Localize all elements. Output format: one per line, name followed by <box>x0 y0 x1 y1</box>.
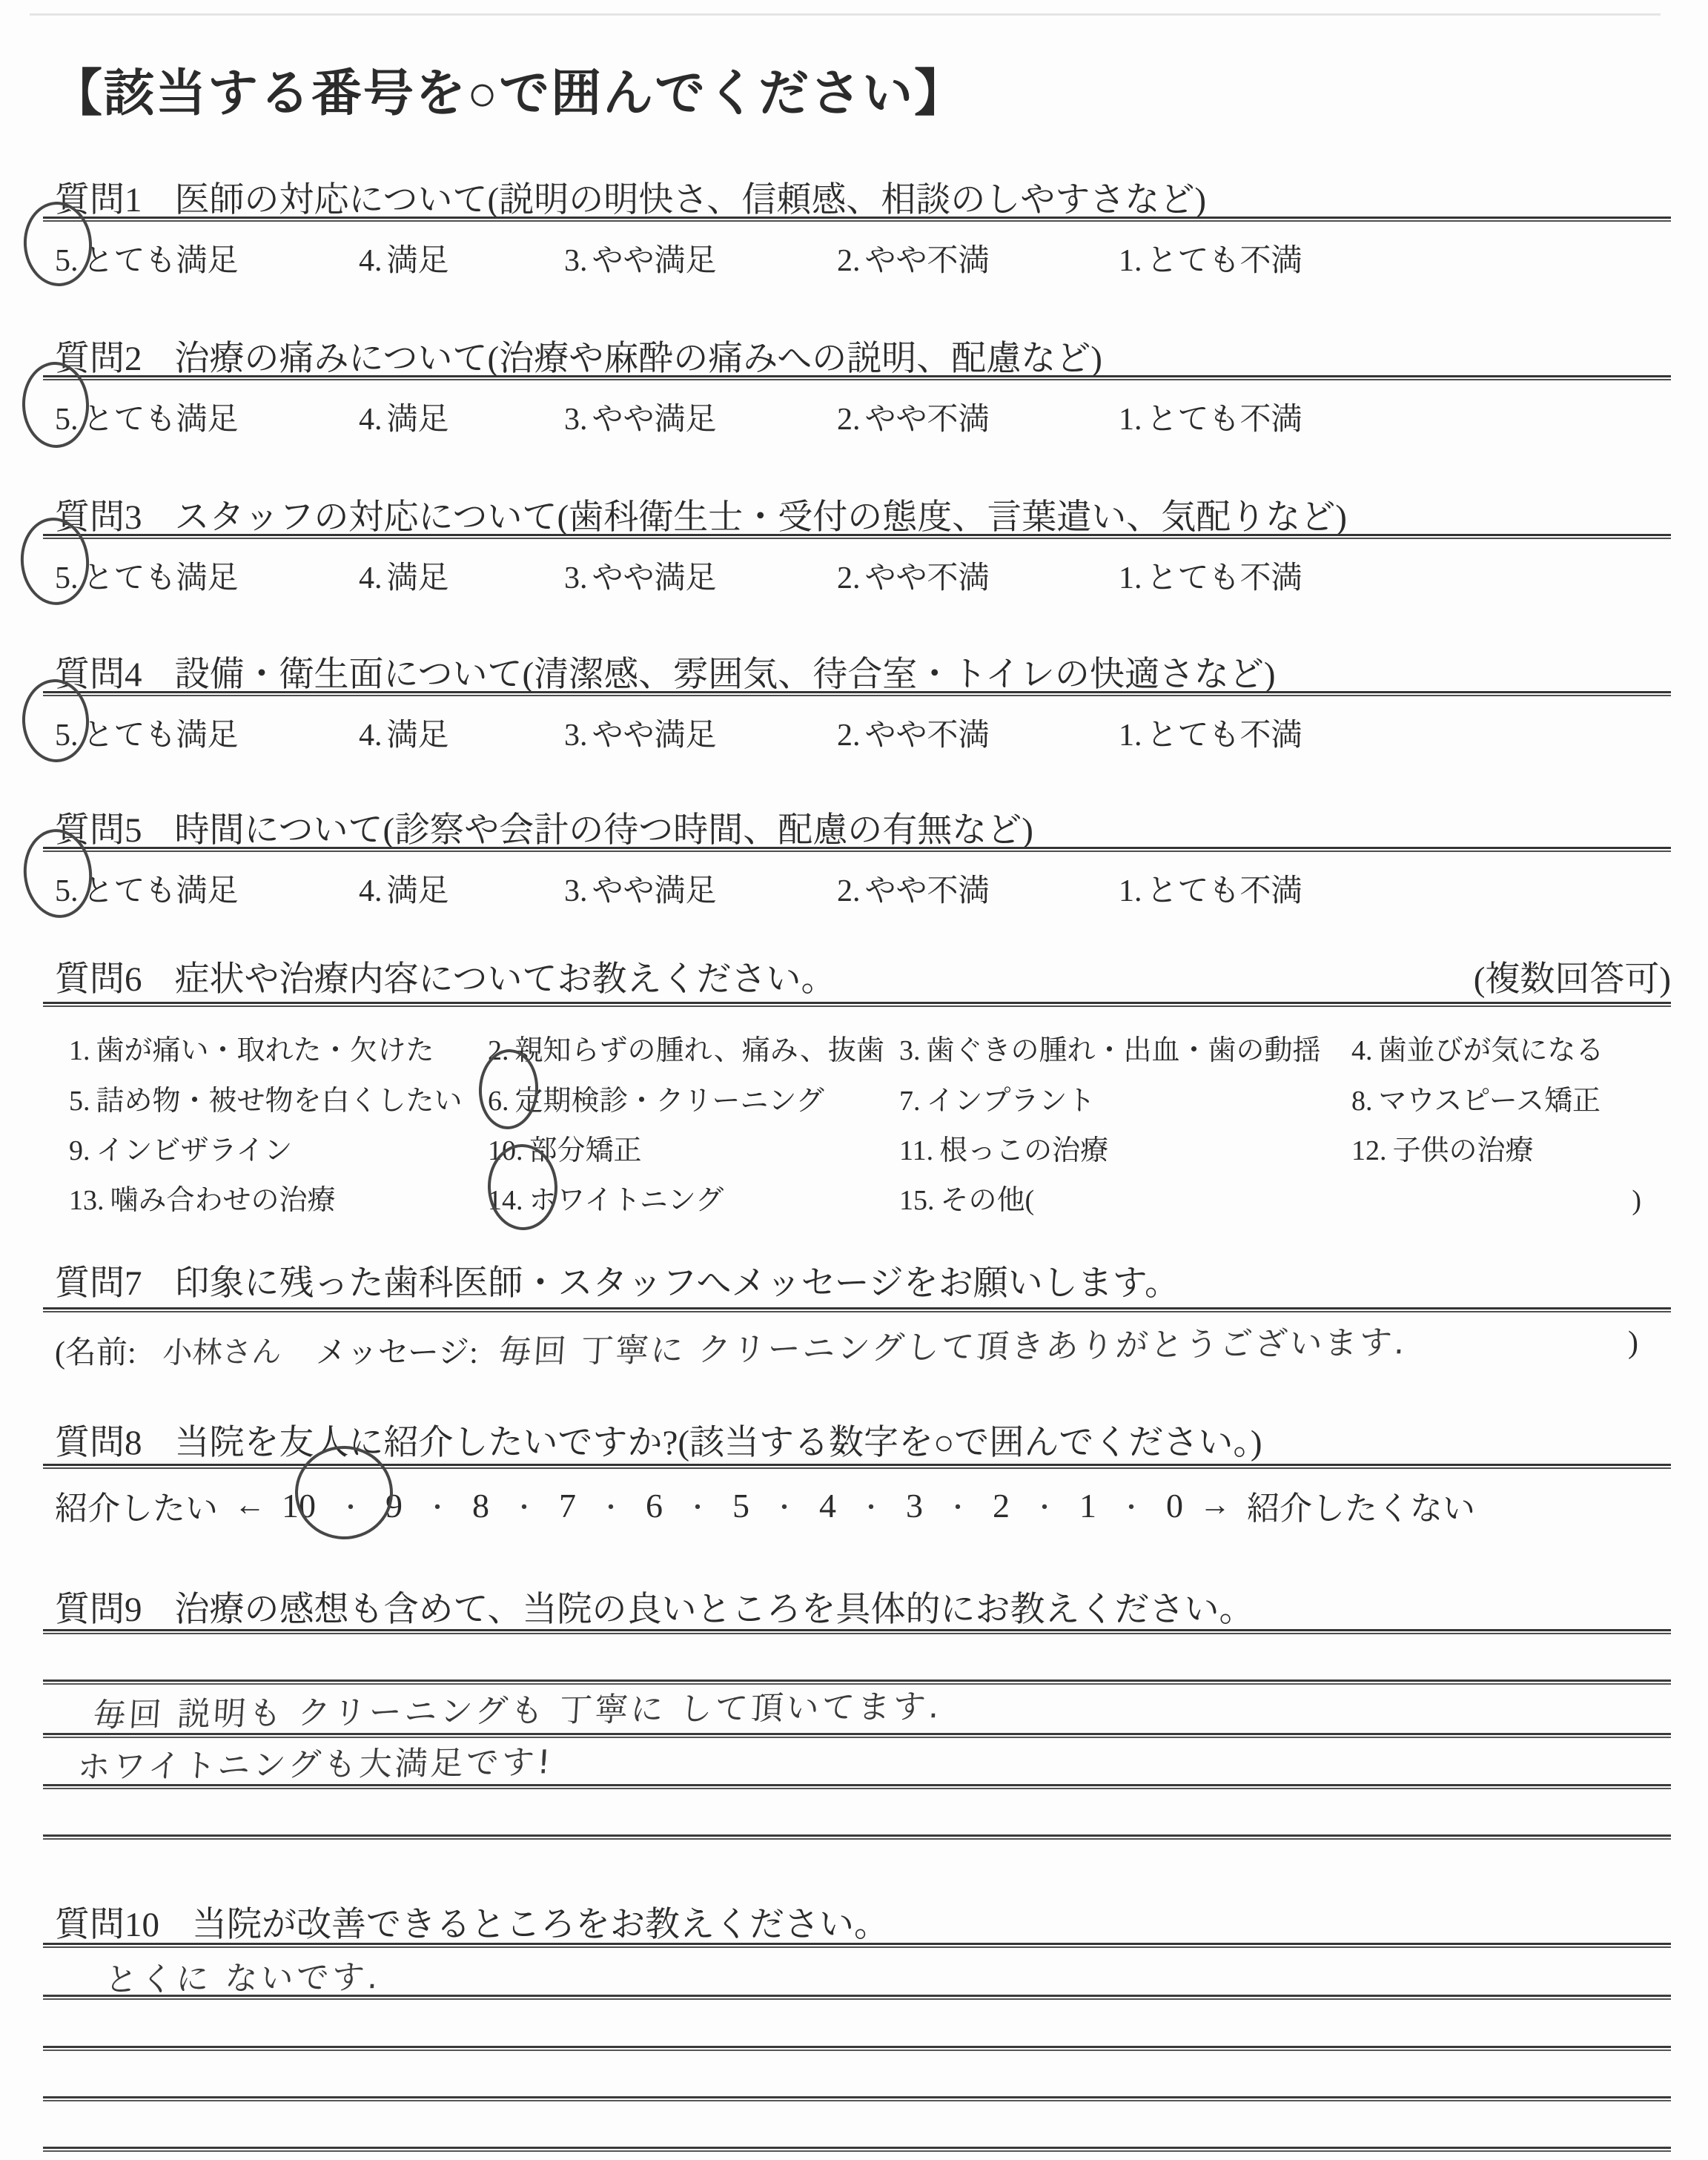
question-7-title <box>55 1255 1671 1305</box>
scale-7: 7 <box>559 1486 576 1525</box>
rating-option-2: 2. やや不満 <box>837 403 990 437</box>
writing-line <box>43 1834 1671 1840</box>
scale-2: 2 <box>993 1486 1010 1525</box>
symptom-option-15: 15. その他( ) <box>899 1185 1641 1216</box>
question-10-title <box>55 1897 1671 1946</box>
rating-option-4: 4. 満足 <box>359 244 449 278</box>
scan-artifact-line <box>30 13 1661 16</box>
rating-option-4: 4. 満足 <box>359 719 449 753</box>
scale-0: 0 <box>1166 1486 1183 1525</box>
scale-6: 6 <box>646 1486 663 1525</box>
question-number: 質問6 <box>55 960 142 999</box>
question-topic: 当院が改善できるところをお教えください。 <box>192 1906 889 1944</box>
rating-option-5: 5. とても満足 <box>55 874 239 908</box>
question-topic: 時間について(診察や会計の待つ時間、配慮の有無など) <box>174 811 1033 850</box>
symptom-option-9: 9. インビザライン <box>69 1135 293 1166</box>
symptom-option-7: 7. インプラント <box>899 1086 1096 1117</box>
rating-option-5: 5. とても満足 <box>55 403 239 437</box>
writing-line <box>43 2147 1671 2152</box>
scale-8: 8 <box>472 1486 489 1525</box>
scale-9: 9 <box>385 1486 403 1525</box>
multi-answer-note: (複数回答可) <box>1473 960 1671 999</box>
symptom-option-3: 3. 歯ぐきの腫れ・出血・歯の動揺 <box>899 1035 1321 1066</box>
header-underline <box>43 1943 1671 1948</box>
symptom-option-10: 10. 部分矯正 <box>488 1135 642 1166</box>
question-topic: 医師の対応について(説明の明快さ、信頼感、相談のしやすさなど) <box>174 181 1206 219</box>
header-underline <box>43 1002 1671 1007</box>
handwritten-answer-line-2: ホワイトニングも大満足です! <box>76 1743 555 1786</box>
rating-option-1: 1. とても不満 <box>1119 561 1302 595</box>
header-underline <box>43 1307 1671 1312</box>
symptom-option-8: 8. マウスピース矯正 <box>1351 1086 1601 1117</box>
header-underline <box>43 691 1671 696</box>
rating-option-1: 1. とても不満 <box>1119 874 1302 908</box>
symptom-option-2: 2. 親知らずの腫れ、痛み、抜歯 <box>488 1035 885 1066</box>
scale-right-label: 紹介したくない <box>1247 1490 1475 1527</box>
question-4-title <box>55 647 1671 696</box>
rating-option-3: 3. やや満足 <box>564 403 717 437</box>
other-close-paren: ) <box>1632 1185 1641 1216</box>
question-2-options <box>55 394 1671 439</box>
header-underline <box>43 1629 1671 1634</box>
writing-line <box>43 1995 1671 2000</box>
question-3-title <box>55 489 1671 539</box>
name-label: (名前: <box>55 1336 136 1370</box>
question-number: 質問9 <box>55 1591 142 1629</box>
symptom-row-4 <box>69 1177 1671 1218</box>
rating-option-5: 5. とても満足 <box>55 244 239 278</box>
rating-option-3: 3. やや満足 <box>564 719 717 753</box>
writing-line <box>43 2046 1671 2051</box>
question-number: 質問3 <box>55 498 142 537</box>
rating-option-1: 1. とても不満 <box>1119 719 1302 753</box>
question-topic: スタッフの対応について(歯科衛生士・受付の態度、言葉遣い、気配りなど) <box>174 498 1347 537</box>
question-1-title <box>55 172 1671 222</box>
scale-4: 4 <box>819 1486 836 1525</box>
rating-option-2: 2. やや不満 <box>837 874 990 908</box>
rating-option-3: 3. やや満足 <box>564 561 717 595</box>
handwritten-answer: とくに ないです. <box>104 1958 383 1999</box>
scale-1: 1 <box>1079 1486 1096 1525</box>
header-underline <box>43 534 1671 539</box>
question-topic: 治療の感想も含めて、当院の良いところを具体的にお教えください。 <box>174 1591 1254 1629</box>
form-title: 【該当する番号を○で囲んでください】 <box>52 65 967 122</box>
question-8-title <box>55 1415 1671 1464</box>
symptom-option-12: 12. 子供の治療 <box>1351 1135 1534 1166</box>
question-1-options <box>55 236 1671 280</box>
right-arrow: → <box>1199 1488 1231 1522</box>
header-underline <box>43 847 1671 852</box>
header-underline <box>43 217 1671 222</box>
symptom-option-14: 14. ホワイトニング <box>488 1185 724 1216</box>
scale-10: 10 <box>282 1486 316 1525</box>
rating-option-2: 2. やや不満 <box>837 244 990 278</box>
handwritten-name: 小林さん <box>161 1335 282 1370</box>
symptom-row-1 <box>69 1027 1671 1068</box>
question-number: 質問10 <box>55 1906 159 1944</box>
symptom-option-1: 1. 歯が痛い・取れた・欠けた <box>69 1035 434 1066</box>
question-number: 質問1 <box>55 181 142 219</box>
question-number: 質問7 <box>55 1264 142 1303</box>
question-topic: 治療の痛みについて(治療や麻酔の痛みへの説明、配慮など) <box>174 340 1102 378</box>
scale-3: 3 <box>906 1486 923 1525</box>
writing-line <box>43 1784 1671 1789</box>
question-number: 質問2 <box>55 340 142 378</box>
symptom-row-3 <box>69 1127 1671 1168</box>
symptom-option-4: 4. 歯並びが気になる <box>1351 1035 1604 1066</box>
symptom-row-2 <box>69 1077 1671 1118</box>
question-number: 質問8 <box>55 1424 142 1462</box>
rating-option-1: 1. とても不満 <box>1119 403 1302 437</box>
question-2-title <box>55 331 1671 380</box>
question-3-options <box>55 553 1671 598</box>
question-topic: 設備・衛生面について(清潔感、雰囲気、待合室・トイレの快適さなど) <box>174 655 1276 694</box>
writing-line <box>43 2096 1671 2101</box>
question-6-title <box>55 951 1671 1001</box>
question-5-options <box>55 866 1671 911</box>
rating-option-3: 3. やや満足 <box>564 244 717 278</box>
close-paren: ) <box>1628 1326 1638 1360</box>
rating-option-4: 4. 満足 <box>359 874 449 908</box>
rating-option-3: 3. やや満足 <box>564 874 717 908</box>
header-underline <box>43 1464 1671 1469</box>
nps-scale-row: 紹介したい ← 10 ・ 9 ・ 8 ・ 7 ・ 6 ・ 5 ・ 4 ・ 3 ・ 2 ・ 1 ・ 0 → 紹介したくない <box>55 1482 1671 1529</box>
question-7-answer-row <box>55 1325 1671 1373</box>
question-5-title <box>55 802 1671 852</box>
rating-option-2: 2. やや不満 <box>837 719 990 753</box>
message-label: メッセージ: <box>315 1336 478 1370</box>
rating-option-5: 5. とても満足 <box>55 561 239 595</box>
rating-option-4: 4. 満足 <box>359 561 449 595</box>
rating-option-5: 5. とても満足 <box>55 719 239 753</box>
question-number: 質問5 <box>55 811 142 850</box>
symptom-option-13: 13. 噛み合わせの治療 <box>69 1185 336 1216</box>
question-4-options <box>55 710 1671 755</box>
rating-option-4: 4. 満足 <box>359 403 449 437</box>
writing-line <box>43 1733 1671 1738</box>
question-number: 質問4 <box>55 655 142 694</box>
scale-left-label: 紹介したい <box>55 1490 218 1527</box>
question-9-title <box>55 1582 1671 1631</box>
header-underline <box>43 375 1671 380</box>
handwritten-message: 毎回 丁寧に クリーニングして頂きありがとうございます. <box>497 1324 1408 1371</box>
symptom-option-6: 6. 定期検診・クリーニング <box>488 1086 824 1117</box>
question-topic: 当院を友人に紹介したいですか?(該当する数字を○で囲んでください。) <box>174 1424 1262 1462</box>
rating-option-2: 2. やや不満 <box>837 561 990 595</box>
question-topic: 症状や治療内容についてお教えください。 <box>174 960 836 999</box>
symptom-option-5: 5. 詰め物・被せ物を白くしたい <box>69 1086 463 1117</box>
scale-5: 5 <box>732 1486 749 1525</box>
handwritten-answer-line-1: 毎回 説明も クリーニングも 丁寧に して頂いてます. <box>92 1687 944 1734</box>
question-topic: 印象に残った歯科医師・スタッフへメッセージをお願いします。 <box>174 1264 1179 1303</box>
rating-option-1: 1. とても不満 <box>1119 244 1302 278</box>
symptom-option-11: 11. 根っこの治療 <box>899 1135 1109 1166</box>
left-arrow: ← <box>234 1488 265 1522</box>
